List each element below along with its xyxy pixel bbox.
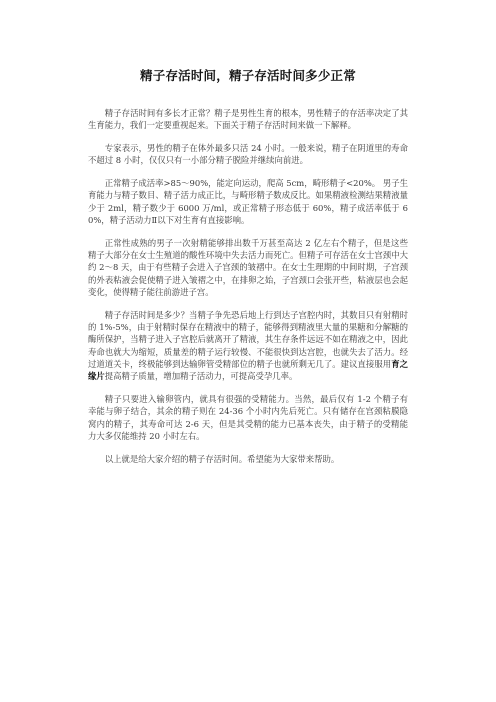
paragraph-expert: 专家表示，男性的精子在体外最多只活 24 小时。一般来说，精子在阴道里的寿命不超过 8 小时，仅仅只有一小部分精子脱险并继续向前进。 xyxy=(88,143,408,166)
paragraph-normal-rate: 正常精子成活率>85～90%，能定向运动，爬高 5cm，畸形精子<20%。 男子生育能力与精子数目、精子活力成正比，与畸形精子数成反比。如果精液检测结果精液量少于 2ml，精子数少于 6000 万/ml，或正常精子形态低于 60%，精子成活率低于 60%，精子活动力Ⅱ以下对生育有直接影响。 xyxy=(88,178,408,226)
paragraph-ejaculation: 正常性成熟的男子一次射精能够排出数千万甚至高达 2 亿左右个精子，但是这些精子大部分在女士生殖道的酸性环境中失去活力而死亡。但精子可存活在女士宫颈中大约 2～8 天，由于有些精子会进入子宫颈的皱褶中。在女士生理期的中间时期，子宫颈的外表粘液会促使精子进入皱褶之中，在排卵之始，子宫颈口会张开些，粘液层也会起变化，使得精子能往前游进子宫。 xyxy=(88,237,408,298)
paragraph-intro: 精子存活时间有多长才正常？精子是男性生育的根本，男性精子的存活率决定了其生育能力，我们一定要重视起来。下面关于精子存活时间来做一下解释。 xyxy=(88,108,408,131)
document-body xyxy=(88,107,408,476)
paragraph-survival-time-text: 精子存活时间是多少？当精子争先恐后地上行到达子宫腔内时，其数目只有射精时的 1%-5%，由于射精时保存在精液中的精子，能够得到精液里大量的果糖和分解糖的酶所保护，当精子进入子宫腔后就离开了精液，其生存条件远远不如在精液之中，因此寿命也就大为缩短，质量差的精子运行较慢、不能很快到达宫腔，也就失去了活力。经过道道关卡，终极能够到达输卵管受精部位的精子也就所剩无几了。建议直接服用 xyxy=(88,309,408,370)
product-name: 育之缘片 xyxy=(88,359,409,382)
paragraph-conclusion: 以上就是给大家介绍的精子存活时间。希望能为大家带来帮助。 xyxy=(104,453,340,464)
paragraph-fertilization: 精子只要进入输卵管内，就具有很强的受精能力。当然，最后仅有 1-2 个精子有幸能与卵子结合，其余的精子则在 24-36 个小时内先后死亡。只有储存在宫颈粘膜隐窝内的精子，其寿命可达 2-6 天，但是其受精的能力已基本丧失，由于精子的受精能力大多仅能维持 20 小时左右。 xyxy=(88,394,408,442)
paragraph-survival-time-tail: 提高精子质量，增加精子活动力，可提高受孕几率。 xyxy=(104,371,298,382)
paragraph-survival-time xyxy=(88,309,408,383)
document-title: 精子存活时间，精子存活时间多少正常 xyxy=(140,68,356,83)
